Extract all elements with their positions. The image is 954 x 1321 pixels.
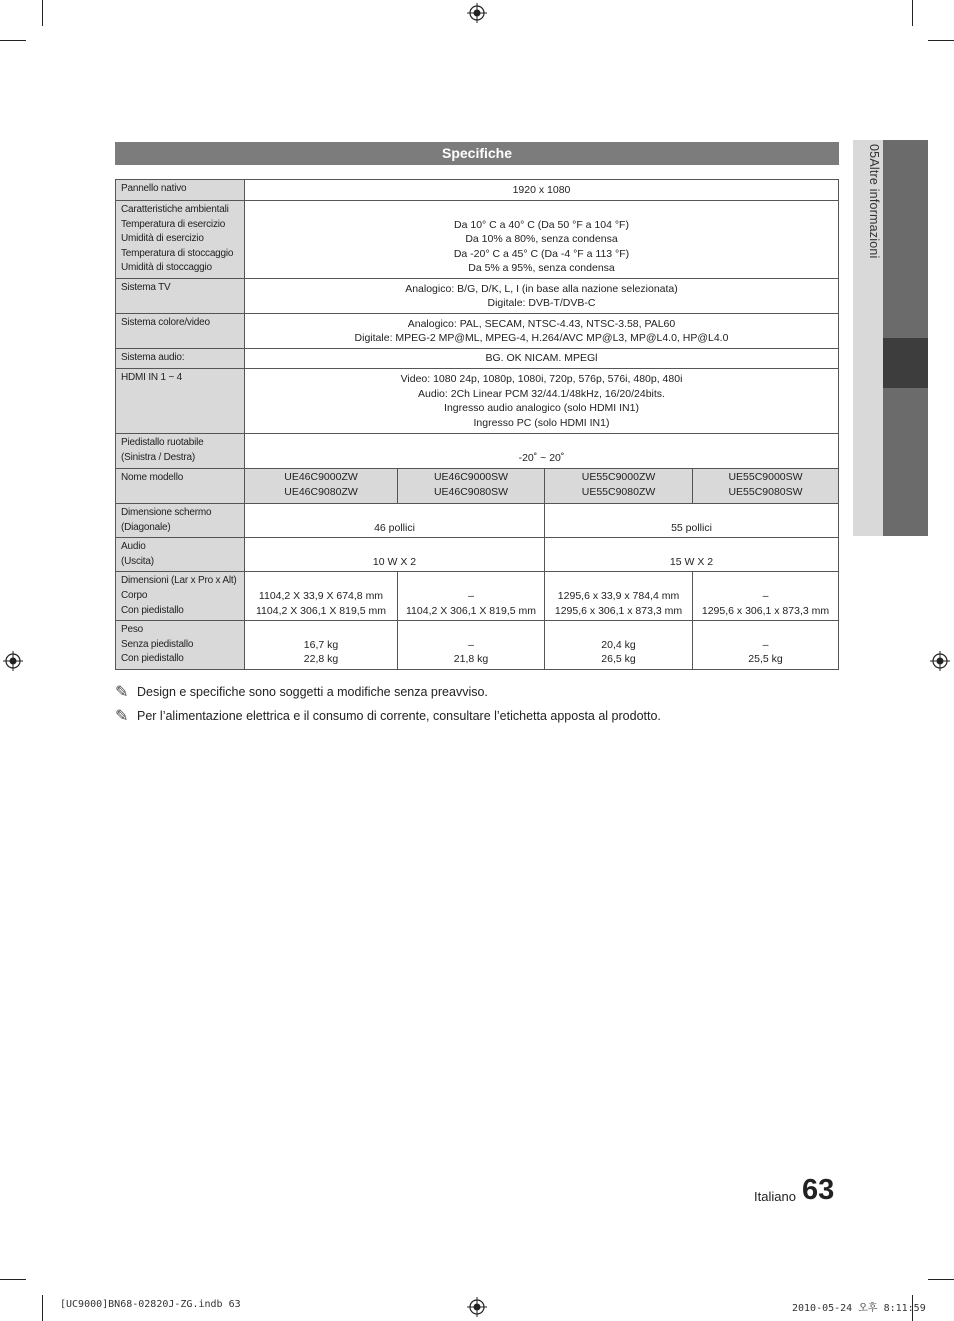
row-label: Sistema audio: [116,349,245,369]
registration-mark-icon [3,651,23,671]
table-row [116,469,839,504]
note: ✎ Per l’alimentazione elettrica e il consumo di corrente, consultare l’etichetta apposta al prodotto. [115,708,661,725]
table-row [116,314,839,349]
table-row [116,180,839,201]
crop-mark [928,40,954,41]
model-cell: UE55C9000SW UE55C9080SW [693,469,839,504]
footer-language: Italiano [754,1189,796,1204]
row-label: Sistema TV [116,279,245,314]
table-row [116,369,839,434]
crop-mark [42,0,43,26]
row-value: Analogico: B/G, D/K, L, I (in base alla nazione selezionata) Digitale: DVB-T/DVB-C [245,279,839,314]
chapter-number: 05 [867,144,881,159]
row-label: Sistema colore/video [116,314,245,349]
table-row [116,504,839,538]
row-label: Nome modello [116,469,245,504]
model-cell: UE46C9000SW UE46C9080SW [398,469,545,504]
table-row [116,201,839,279]
print-slug-left: [UC9000]BN68-02820J-ZG.indb 63 [60,1299,241,1310]
pencil-icon: ✎ [115,684,129,701]
dimension-cell: 1104,2 X 33,9 X 674,8 mm 1104,2 X 306,1 X 819,5 mm [245,572,398,621]
table-row [116,434,839,469]
row-value: Analogico: PAL, SECAM, NTSC-4.43, NTSC-3.58, PAL60 Digitale: MPEG-2 MP@ML, MPEG-4, H.264/AVC MP@L3, MP@L4.0, HP@L4.0 [245,314,839,349]
note: ✎ Design e specifiche sono soggetti a modifiche senza preavviso. [115,684,488,701]
row-label: Peso Senza piedistallo Con piedistallo [116,621,245,670]
dimension-cell: 1295,6 x 33,9 x 784,4 mm 1295,6 x 306,1 x 873,3 mm [545,572,693,621]
table-row [116,279,839,314]
row-label: Dimensione schermo (Diagonale) [116,504,245,538]
registration-mark-icon [930,651,950,671]
registration-mark-icon [467,3,487,23]
model-cell: UE46C9000ZW UE46C9080ZW [245,469,398,504]
crop-mark [912,0,913,26]
weight-cell: – 21,8 kg [398,621,545,670]
row-label: Pannello nativo [116,180,245,201]
model-cell: UE55C9000ZW UE55C9080ZW [545,469,693,504]
pencil-icon: ✎ [115,708,129,725]
page-number: 63 [802,1174,835,1206]
row-value: -20˚ ~ 20˚ [245,434,839,469]
table-row [116,572,839,621]
dimension-cell: – 1104,2 X 306,1 X 819,5 mm [398,572,545,621]
row-value: 10 W X 2 [245,538,545,572]
row-value: Da 10° C a 40° C (Da 50 °F a 104 °F) Da 10% a 80%, senza condensa Da -20° C a 45° C (Da -4 °F a 113 °F) Da 5% a 95%, senza condensa [245,201,839,279]
row-value: BG. OK NICAM. MPEGl [245,349,839,369]
row-value: 46 pollici [245,504,545,538]
table-row [116,349,839,369]
spec-table [115,179,839,670]
print-slug-right: 2010-05-24 오후 8:11:59 [792,1303,926,1314]
weight-cell: – 25,5 kg [693,621,839,670]
section-title: Specifiche [115,142,839,165]
dimension-cell: – 1295,6 x 306,1 x 873,3 mm [693,572,839,621]
weight-cell: 16,7 kg 22,8 kg [245,621,398,670]
crop-mark [0,1279,26,1280]
chapter-title: Altre informazioni [867,158,881,259]
table-row [116,621,839,670]
crop-mark [928,1279,954,1280]
row-label: Dimensioni (Lar x Pro x Alt) Corpo Con piedistallo [116,572,245,621]
side-tab-indicator [883,338,928,388]
registration-mark-icon [467,1297,487,1317]
row-label: Piedistallo ruotabile (Sinistra / Destra) [116,434,245,469]
crop-mark [42,1295,43,1321]
table-row [116,538,839,572]
row-label: HDMI IN 1 ~ 4 [116,369,245,434]
row-value: 15 W X 2 [545,538,839,572]
weight-cell: 20,4 kg 26,5 kg [545,621,693,670]
crop-mark [0,40,26,41]
row-value: 1920 x 1080 [245,180,839,201]
row-label: Caratteristiche ambientali Temperatura di esercizio Umidità di esercizio Temperatura di stoccaggio Umidità di stoccaggio [116,201,245,279]
row-value: Video: 1080 24p, 1080p, 1080i, 720p, 576p, 576i, 480p, 480i Audio: 2Ch Linear PCM 32/44.1/48kHz, 16/20/24bits. Ingresso audio analogico (solo HDMI IN1) Ingresso PC (solo HDMI IN1) [245,369,839,434]
side-tab-label [855,144,881,344]
row-value: 55 pollici [545,504,839,538]
row-label: Audio (Uscita) [116,538,245,572]
